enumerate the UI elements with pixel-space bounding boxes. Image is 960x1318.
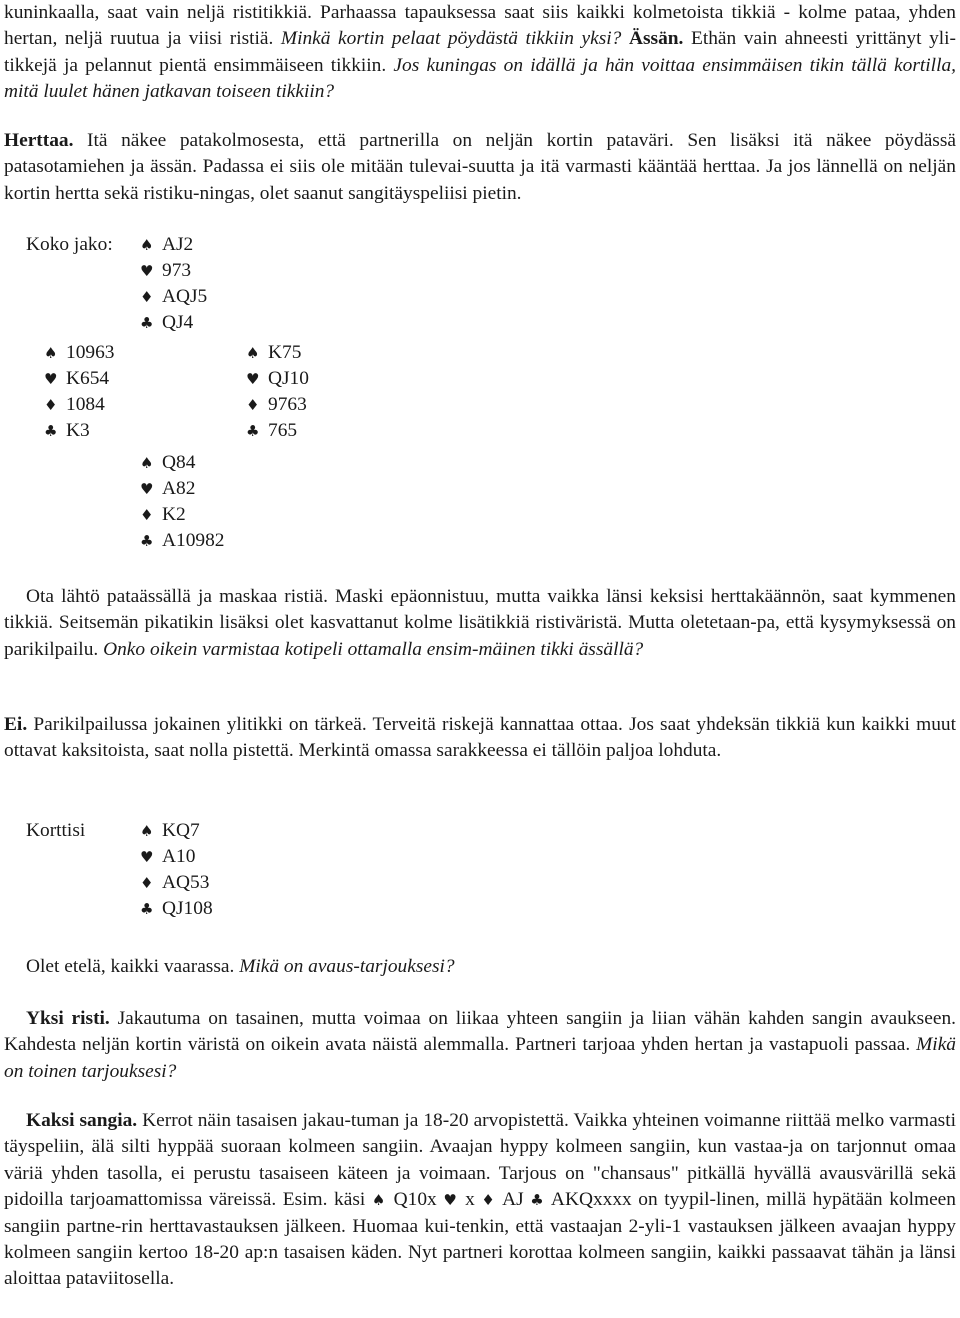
spade-icon: ♠ — [44, 344, 58, 362]
north-hand — [140, 232, 207, 336]
spade-icon: ♠ — [140, 236, 154, 254]
diamond-icon: ♦ — [140, 288, 154, 306]
club-icon: ♣ — [140, 532, 154, 550]
answer-paragraph-herttaa — [4, 128, 956, 207]
diamond-icon: ♦ — [140, 506, 154, 524]
answer-heading-herttaa: Herttaa. — [4, 130, 74, 151]
paragraph-ei-text: Parikilpailussa jokainen ylitikki on tärkeä. Terveitä riskejä kannattaa ottaa. Jos saat yhdeksän tikkiä kun kaikki muut ottavat kaksitoista, saat nolla pistettä. Merkintä omassa sarakkeessa ei tällöin paljoa lohduta. — [4, 714, 956, 762]
south-clubs: ♣ A10982 — [140, 528, 224, 554]
intro-paragraph — [4, 0, 956, 106]
intro-line-3: Ethän vain ahneesti yrittänyt yli-tikkejä ja pelannut pientä ensimmäiseen tikkiin. — [4, 28, 956, 76]
spade-icon: ♠ — [246, 344, 260, 362]
diamond-icon: ♦ — [140, 874, 154, 892]
question-5: Mikä on toinen tarjouksesi? — [4, 1034, 956, 1082]
paragraph-olet-etela — [26, 954, 956, 980]
south-spades: ♠ Q84 — [140, 450, 224, 476]
intro-line-1: kuninkaalla, saat vain neljä ristitikkiä. Parhaassa tapauksessa saat siis kaikki kolmetoista tikkiä - kolme — [4, 2, 847, 23]
south-hand — [140, 450, 224, 554]
question-1: Minkä kortin pelaat pöydästä tikkiin yksi? — [280, 28, 622, 50]
east-diamonds: ♦ 9763 — [246, 392, 309, 418]
north-clubs: ♣ QJ4 — [140, 310, 207, 336]
heart-icon: ♥ — [140, 262, 154, 280]
heart-icon: ♥ — [140, 848, 154, 866]
answer-heading-ei: Ei. — [4, 714, 28, 735]
west-diamonds: ♦ 1084 — [44, 392, 114, 418]
north-hearts: ♥ 973 — [140, 258, 207, 284]
spade-icon: ♠ — [140, 454, 154, 472]
west-hand — [44, 340, 114, 444]
answer-heading-kaksi-sangia: Kaksi sangia. — [26, 1110, 138, 1131]
paragraph-maski-text: Ota lähtö pataässällä ja maskaa ristiä. Maski epäonnistuu, mutta vaikka länsi keksisi herttakäännön, saat kymmenen tikkiä. Seitsemän pikatikin lisäksi olet kasvattanut kolme lisätikkiä ristiväristä. Mutta oletetaan-pa, että kysymyksessä on parikilpailu. — [4, 586, 956, 660]
paragraph-maski — [4, 584, 956, 663]
heart-icon: ♥ — [44, 370, 58, 388]
club-icon: ♣ — [530, 1191, 546, 1210]
question-3: Onko oikein varmistaa kotipeli ottamalla ensim-mäinen tikki ässällä? — [103, 638, 644, 660]
spade-icon: ♠ — [140, 822, 154, 840]
east-hearts: ♥ QJ10 — [246, 366, 309, 392]
answer-heading-yksi-risti: Yksi risti. — [26, 1008, 110, 1029]
west-hearts: ♥ K654 — [44, 366, 114, 392]
east-clubs: ♣ 765 — [246, 418, 309, 444]
paragraph-olet-etela-text: Olet etelä, kaikki vaarassa. — [26, 956, 240, 977]
club-icon: ♣ — [140, 900, 154, 918]
paragraph-yksi-risti — [4, 1006, 956, 1085]
club-icon: ♣ — [246, 422, 260, 440]
west-spades: ♠ 10963 — [44, 340, 114, 366]
paragraph-ei — [4, 712, 956, 765]
deal-label: Koko jako: — [26, 234, 113, 255]
diamond-icon: ♦ — [246, 396, 260, 414]
cards-label: Korttisi — [26, 820, 86, 841]
club-icon: ♣ — [140, 314, 154, 332]
hand-spades: ♠ KQ7 — [140, 818, 213, 844]
north-spades: ♠ AJ2 — [140, 232, 207, 258]
hand-hearts: ♥ A10 — [140, 844, 213, 870]
question-4: Mikä on avaus-tarjouksesi? — [239, 956, 455, 977]
answer-heading-1: Ässän. — [628, 28, 684, 50]
south-hearts: ♥ A82 — [140, 476, 224, 502]
heart-icon: ♥ — [443, 1191, 459, 1210]
heart-icon: ♥ — [140, 480, 154, 498]
east-hand — [246, 340, 309, 444]
answer-text-herttaa: Itä näkee patakolmosesta, että partnerilla on neljän kortin pataväri. Sen lisäksi itä näkee pöydässä patasotamiehen ja ässän. Padassa ei siis ole mitään tulevai-suutta ja itä varmasti kääntää herttaa. Ja jos lännellä on neljän kortin hertta sekä ristiku-ningas, olet saanut sangitäyspeliisi pietin. — [4, 130, 956, 204]
club-icon: ♣ — [44, 422, 58, 440]
your-hand — [140, 818, 213, 922]
paragraph-yksi-risti-text: Jakautuma on tasainen, mutta voimaa on liikaa yhteen sangiin ja liian vähän kahden sangin avaukseen. Kahdesta neljän kortin väristä on oikein avata näistä alemmalla. Partneri tarjoaa yhden hertan ja vastapuoli passaa. — [4, 1008, 956, 1056]
question-2: Jos kuningas on idällä ja hän voittaa ensimmäisen tikin tällä kortilla, mitä luulet hänen jatkavan toiseen tikkiin? — [4, 54, 956, 103]
intro-line-2: pataa, yhden hertan, neljä ruutua ja viisi ristiä. — [4, 2, 956, 50]
west-clubs: ♣ K3 — [44, 418, 114, 444]
heart-icon: ♥ — [246, 370, 260, 388]
south-diamonds: ♦ K2 — [140, 502, 224, 528]
diamond-icon: ♦ — [44, 396, 58, 414]
east-spades: ♠ K75 — [246, 340, 309, 366]
paragraph-kaksi-sangia: Kaksi sangia. Kerrot näin tasaisen jakau-tuman ja 18-20 arvopistettä. Vaikka yhteinen voimanne riittää melko varmasti täyspeliin, älä silti hyppää suoraan kolmeen sangiin. Avaajan hyppy kolmeen sangiin, kun vastaa-ja on tarjonnut omaa väriä yhden tasolla, ei perustu tasaiseen käteen ja voimaan. Tarjous on "chansaus" pitkällä hyvällä avausvärillä sekä pidoilla tarjoamattomissa väreissä. Esim. käsi ♠ Q10x ♥ x ♦ AJ ♣ AKQxxxx on tyypil-linen, millä hypätään kolmeen sangiin partne-rin herttavastauksen jälkeen. Huomaa kui-tenkin, että vastaajan 2-yli-1 vastauksen jälkeen avaajan hyppy kolmeen sangiin kertoo 18-20 ap:n tasaisen käden. Nyt partneri korottaa kolmeen sangiin, kaikki passaavat tähän ja länsi aloittaa pataviitosella. — [4, 1110, 956, 1290]
spade-icon: ♠ — [371, 1191, 388, 1210]
diamond-icon: ♦ — [481, 1191, 497, 1210]
hand-clubs: ♣ QJ108 — [140, 896, 213, 922]
north-diamonds: ♦ AQJ5 — [140, 284, 207, 310]
hand-diamonds: ♦ AQ53 — [140, 870, 213, 896]
